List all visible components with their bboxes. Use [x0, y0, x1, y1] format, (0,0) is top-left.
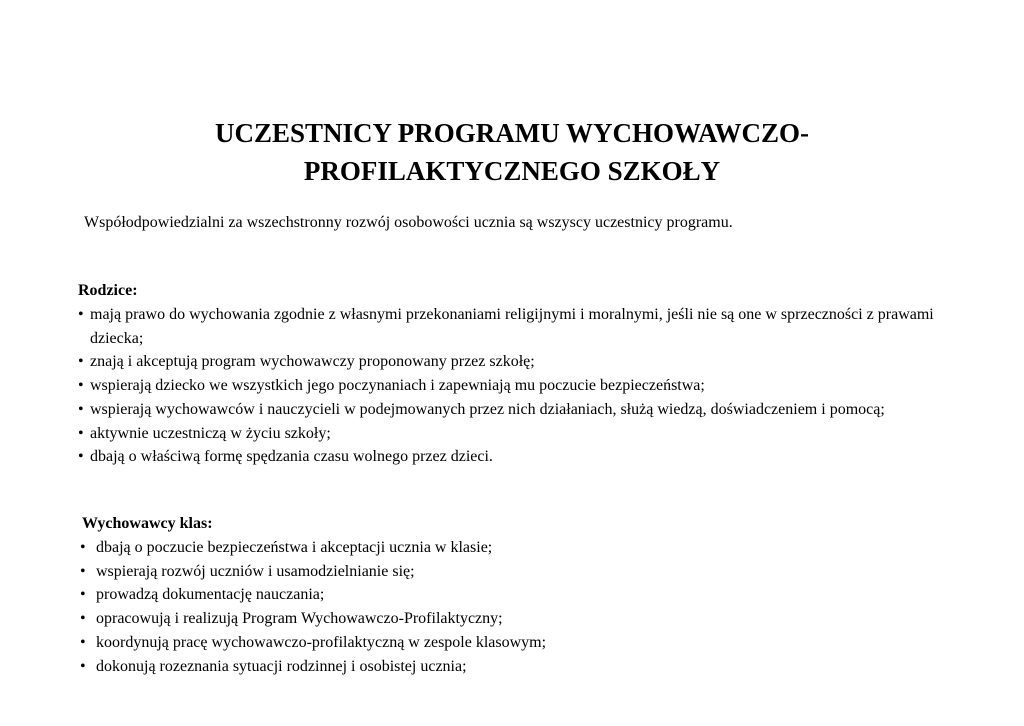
title-line-1: UCZESTNICY PROGRAMU WYCHOWAWCZO- [214, 118, 810, 148]
list-item [80, 536, 546, 560]
bullet-icon: • [78, 306, 84, 323]
list-item [78, 398, 950, 422]
list-item [80, 583, 546, 607]
bullet-icon: • [78, 400, 84, 418]
bullet-icon: • [80, 657, 86, 675]
list-item [78, 422, 950, 446]
list-item-text: dbają o poczucie bezpieczeństwa i akceptacji ucznia w klasie; [96, 539, 493, 556]
list-item-text: koordynują pracę wychowawczo-profilaktyczną w zespole klasowym; [96, 633, 547, 651]
title-line-2: PROFILAKTYCZNEGO SZKOŁY [303, 156, 721, 186]
list-item-text: wspierają rozwój uczniów i usamodzielnianie się; [96, 562, 415, 580]
teachers-heading: Wychowawcy klas: [82, 515, 213, 532]
list-item [78, 303, 950, 350]
list-item [80, 560, 546, 584]
list-item-text: wspierają wychowawców i nauczycieli w podejmowanych przez nich działaniach, służą wiedzą, doświadczeniem i pomocą; [90, 400, 885, 418]
bullet-icon: • [78, 353, 84, 371]
bullet-icon: • [78, 448, 84, 466]
list-item-text: wspierają dziecko we wszystkich jego poczynaniach i zapewniają mu poczucie bezpieczeństwa; [90, 377, 705, 395]
bullet-icon: • [78, 377, 84, 395]
list-item-text: mają prawo do wychowania zgodnie z własnymi przekonaniami religijnymi i moralnymi, jeśli nie są one w sprzeczności z prawami dziecka; [90, 306, 934, 347]
list-item [78, 350, 950, 374]
list-item-text: dbają o właściwą formę spędzania czasu wolnego przez dzieci. [90, 448, 493, 466]
list-item [80, 655, 546, 679]
list-item-text: prowadzą dokumentację nauczania; [96, 586, 325, 604]
bullet-icon: • [80, 586, 86, 604]
list-item [78, 374, 950, 398]
list-item [80, 631, 546, 655]
parents-list [78, 303, 950, 469]
list-item [78, 445, 950, 469]
teachers-list [80, 536, 546, 678]
list-item-text: aktywnie uczestniczą w życiu szkoły; [90, 424, 331, 442]
bullet-icon: • [78, 424, 84, 442]
list-item-text: dokonują rozeznania sytuacji rodzinnej i osobistej ucznia; [96, 657, 467, 675]
parents-heading: Rodzice: [78, 282, 138, 299]
document-title [0, 114, 1024, 190]
bullet-icon: • [80, 633, 86, 651]
list-item-text: znają i akceptują program wychowawczy proponowany przez szkołę; [90, 353, 535, 371]
bullet-icon: • [80, 562, 86, 580]
list-item [80, 607, 546, 631]
bullet-icon: • [80, 610, 86, 628]
bullet-icon: • [80, 539, 86, 556]
list-item-text: opracowują i realizują Program Wychowawczo-Profilaktyczny; [96, 610, 503, 628]
intro-paragraph: Współodpowiedzialni za wszechstronny rozwój osobowości ucznia są wszyscy uczestnicy programu. [84, 214, 733, 231]
